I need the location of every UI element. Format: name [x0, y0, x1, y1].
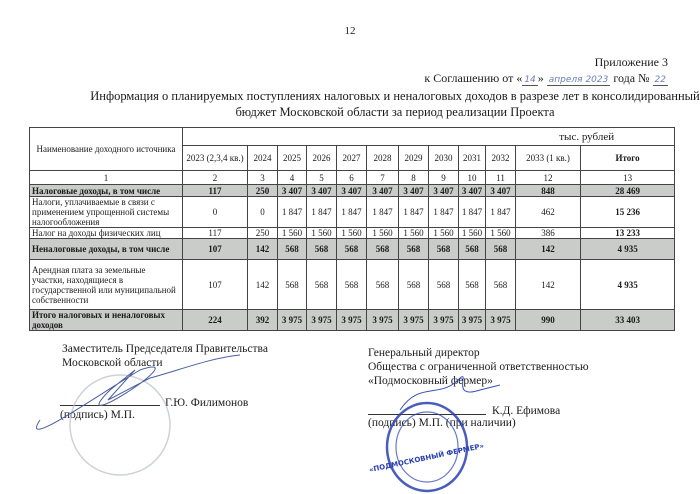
column-header: 2029: [399, 146, 429, 171]
cell-value: 3 407: [429, 185, 459, 197]
cell-value: 3 407: [459, 185, 486, 197]
cell-value: 3 975: [278, 310, 307, 331]
cell-value: 3 407: [367, 185, 399, 197]
cell-value: 1 560: [337, 228, 367, 239]
cell-value: 568: [307, 260, 337, 310]
cell-value: 250: [248, 228, 278, 239]
cell-value: 3 407: [307, 185, 337, 197]
cell-value: 13 233: [581, 228, 675, 239]
cell-value: 224: [183, 310, 248, 331]
cell-value: 1 847: [459, 197, 486, 228]
column-header: 2023 (2,3,4 кв.): [183, 146, 248, 171]
row-name: Налоговые доходы, в том числе: [30, 185, 183, 197]
cell-value: 107: [183, 260, 248, 310]
column-header: 2024: [248, 146, 278, 171]
column-number: 11: [486, 171, 516, 185]
page-number: 12: [344, 25, 356, 37]
left-signature: [36, 355, 240, 429]
cell-value: 568: [399, 260, 429, 310]
row-name: Неналоговые доходы, в том числе: [30, 239, 183, 260]
cell-value: 568: [459, 260, 486, 310]
cell-value: 3 975: [459, 310, 486, 331]
cell-value: 568: [307, 239, 337, 260]
column-header: 2028: [367, 146, 399, 171]
column-number: 9: [429, 171, 459, 185]
cell-value: 4 935: [581, 239, 675, 260]
cell-value: 386: [516, 228, 581, 239]
cell-value: 3 975: [367, 310, 399, 331]
column-number: 8: [399, 171, 429, 185]
cell-value: 1 847: [337, 197, 367, 228]
stamp-text: «ПОДМОСКОВНЫЙ ФЕРМЕР»: [368, 441, 485, 475]
cell-value: 117: [183, 228, 248, 239]
cell-value: 1 847: [278, 197, 307, 228]
cell-value: 392: [248, 310, 278, 331]
column-header: 2031: [459, 146, 486, 171]
cell-value: 1 560: [399, 228, 429, 239]
column-number: 2: [183, 171, 248, 185]
cell-value: 462: [516, 197, 581, 228]
column-number: 1: [30, 171, 183, 185]
cell-value: 1 847: [399, 197, 429, 228]
cell-value: 0: [248, 197, 278, 228]
agreement-suffix: года №: [610, 71, 653, 85]
cell-value: 568: [429, 239, 459, 260]
agreement-day: 14: [524, 75, 536, 85]
government-seal: [70, 375, 170, 475]
row-name: Итого налоговых и неналоговых доходов: [30, 310, 183, 331]
document-title: Информация о планируемых поступлениях налоговых и неналоговых доходов в разрезе лет в консолидированный бюджет Московской области за период реализации Проекта: [90, 89, 700, 119]
cell-value: 3 975: [429, 310, 459, 331]
cell-value: 3 975: [399, 310, 429, 331]
right-signature-caption: (подпись) М.П. (при наличии): [368, 417, 516, 429]
column-header: 2027: [337, 146, 367, 171]
row-name: Арендная плата за земельные участки, находящиеся в государственной или муниципальной собственности: [30, 260, 183, 310]
name-header: Наименование доходного источника: [30, 128, 183, 171]
cell-value: 568: [337, 239, 367, 260]
column-header: 2032: [486, 146, 516, 171]
cell-value: 1 560: [367, 228, 399, 239]
cell-value: 3 407: [486, 185, 516, 197]
cell-value: 3 407: [399, 185, 429, 197]
cell-value: 142: [516, 260, 581, 310]
cell-value: 4 935: [581, 260, 675, 310]
cell-value: 1 560: [459, 228, 486, 239]
column-number: 12: [516, 171, 581, 185]
cell-value: 990: [516, 310, 581, 331]
column-header: 2026: [307, 146, 337, 171]
agreement-number: 22: [654, 75, 666, 85]
agreement-prefix: к Соглашению от «: [424, 71, 523, 85]
cell-value: 33 403: [581, 310, 675, 331]
cell-value: 568: [486, 239, 516, 260]
column-number: 4: [278, 171, 307, 185]
cell-value: 568: [278, 239, 307, 260]
cell-value: 1 560: [307, 228, 337, 239]
cell-value: 1 560: [429, 228, 459, 239]
cell-value: 3 407: [278, 185, 307, 197]
right-position-line2: Общества с ограниченной ответственностью: [368, 361, 589, 373]
column-header: Итого: [581, 146, 675, 171]
cell-value: 568: [399, 239, 429, 260]
cell-value: 15 236: [581, 197, 675, 228]
column-number: 6: [337, 171, 367, 185]
left-position-line2: Московской области: [62, 357, 163, 369]
appendix-label: Приложение 3: [594, 55, 668, 69]
column-number: 3: [248, 171, 278, 185]
cell-value: 848: [516, 185, 581, 197]
column-header: 2030: [429, 146, 459, 171]
left-signature-caption: (подпись) М.П.: [60, 409, 135, 421]
cell-value: 568: [459, 239, 486, 260]
row-name: Налоги, уплачиваемые в связи с применением упрощенной системы налогообложения: [30, 197, 183, 228]
cell-value: 1 847: [367, 197, 399, 228]
cell-value: 568: [337, 260, 367, 310]
left-signatory-name: Г.Ю. Филимонов: [165, 397, 249, 409]
cell-value: 3 975: [307, 310, 337, 331]
right-signatory-name: К.Д. Ефимова: [492, 405, 561, 417]
column-header: 2033 (1 кв.): [516, 146, 581, 171]
cell-value: 142: [248, 260, 278, 310]
column-number: 5: [307, 171, 337, 185]
cell-value: 568: [367, 239, 399, 260]
cell-value: 3 975: [486, 310, 516, 331]
cell-value: 0: [183, 197, 248, 228]
cell-value: 1 847: [486, 197, 516, 228]
cell-value: 250: [248, 185, 278, 197]
agreement-month-year: апреля 2023: [548, 75, 609, 85]
cell-value: 568: [486, 260, 516, 310]
right-position-line1: Генеральный директор: [368, 347, 480, 359]
cell-value: 568: [278, 260, 307, 310]
cell-value: 3 975: [337, 310, 367, 331]
left-position-line1: Заместитель Председателя Правительства: [62, 343, 268, 355]
column-number: 10: [459, 171, 486, 185]
units-label: тыс. рублей: [183, 128, 675, 146]
cell-value: 1 560: [278, 228, 307, 239]
cell-value: 568: [367, 260, 399, 310]
column-number: 7: [367, 171, 399, 185]
row-name: Налог на доходы физических лиц: [30, 228, 183, 239]
column-header: 2025: [278, 146, 307, 171]
cell-value: 117: [183, 185, 248, 197]
column-number: 13: [581, 171, 675, 185]
cell-value: 3 407: [337, 185, 367, 197]
cell-value: 28 469: [581, 185, 675, 197]
cell-value: 1 847: [307, 197, 337, 228]
cell-value: 568: [429, 260, 459, 310]
right-position-line3: «Подмосковный фермер»: [368, 375, 493, 387]
cell-value: 142: [516, 239, 581, 260]
cell-value: 1 560: [486, 228, 516, 239]
company-stamp: [368, 403, 485, 491]
cell-value: 142: [248, 239, 278, 260]
cell-value: 1 847: [429, 197, 459, 228]
agreement-mid: »: [537, 71, 547, 85]
cell-value: 107: [183, 239, 248, 260]
